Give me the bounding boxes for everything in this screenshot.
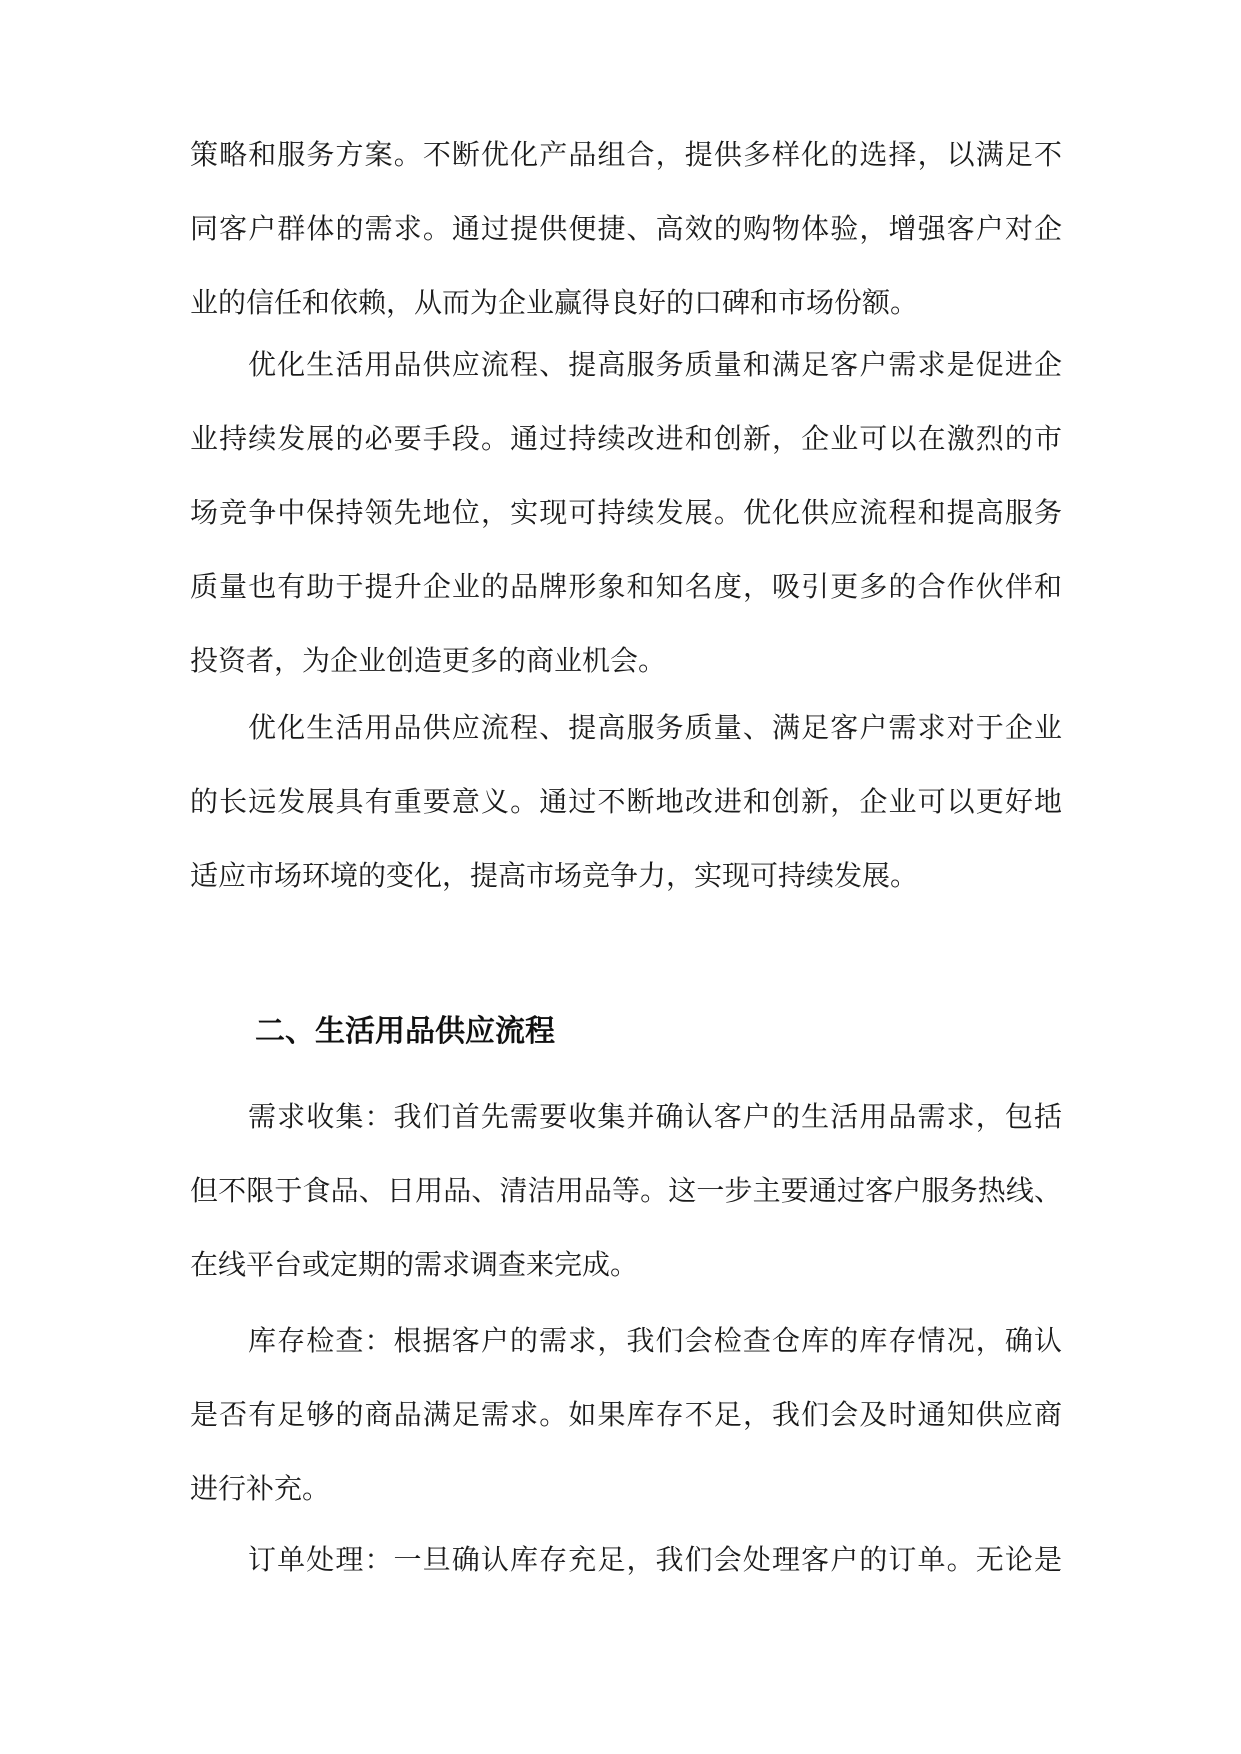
text-line: 订单处理：一旦确认库存充足，我们会处理客户的订单。无论是 [248,1543,1062,1576]
text-line: 投资者，为企业创造更多的商业机会。 [190,644,667,677]
text-line: 同客户群体的需求。通过提供便捷、高效的购物体验，增强客户对企 [190,212,1062,245]
text-line: 质量也有助于提升企业的品牌形象和知名度，吸引更多的合作伙伴和 [190,570,1062,603]
text-line: 库存检查：根据客户的需求，我们会检查仓库的库存情况，确认 [248,1324,1062,1357]
text-line: 进行补充。 [190,1472,331,1505]
text-line: 在线平台或定期的需求调查来完成。 [190,1248,639,1281]
text-line: 需求收集：我们首先需要收集并确认客户的生活用品需求，包括 [248,1100,1062,1133]
text-line: 业的信任和依赖，从而为企业赢得良好的口碑和市场份额。 [190,286,919,319]
section-heading: 二、生活用品供应流程 [255,1014,555,1049]
text-line: 业持续发展的必要手段。通过持续改进和创新，企业可以在激烈的市 [190,422,1062,455]
text-line: 场竞争中保持领先地位，实现可持续发展。优化供应流程和提高服务 [190,496,1062,529]
paragraph [190,1080,1062,1302]
text-line: 优化生活用品供应流程、提高服务质量、满足客户需求对于企业 [248,711,1062,744]
text-line: 适应市场环境的变化，提高市场竞争力，实现可持续发展。 [190,859,919,892]
text-line: 的长远发展具有重要意义。通过不断地改进和创新，企业可以更好地 [190,785,1062,818]
text-line: 是否有足够的商品满足需求。如果库存不足，我们会及时通知供应商 [190,1398,1062,1431]
text-line: 策略和服务方案。不断优化产品组合，提供多样化的选择，以满足不 [190,138,1062,171]
paragraph [190,1523,1062,1597]
paragraph [190,328,1062,698]
paragraph [190,118,1062,340]
paragraph [190,691,1062,913]
text-line: 但不限于食品、日用品、清洁用品等。这一步主要通过客户服务热线、 [190,1174,1062,1207]
paragraph [190,1304,1062,1526]
text-line: 优化生活用品供应流程、提高服务质量和满足客户需求是促进企 [248,348,1062,381]
